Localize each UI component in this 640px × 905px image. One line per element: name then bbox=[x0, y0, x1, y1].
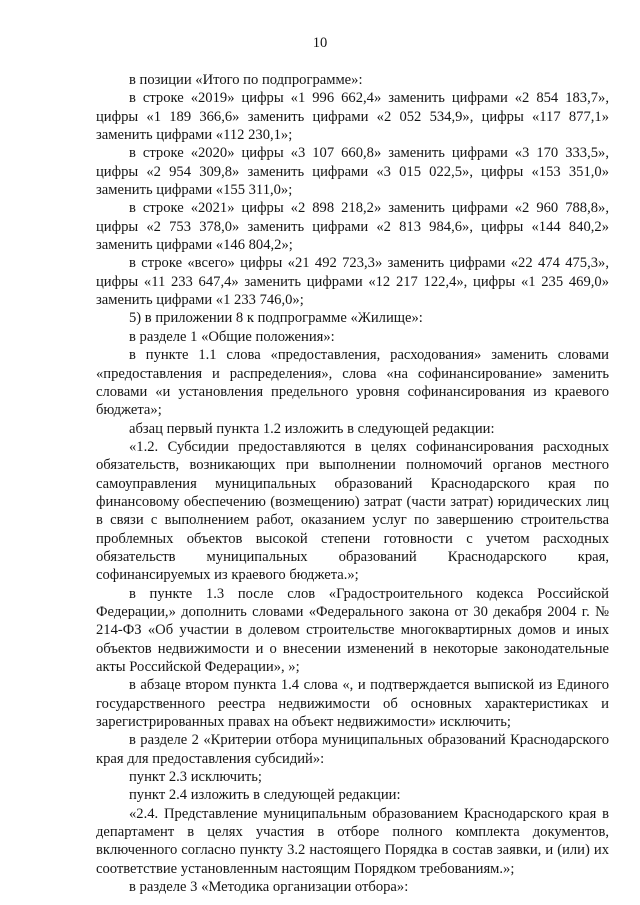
paragraph-section-1-heading: в разделе 1 «Общие положения»: bbox=[129, 328, 335, 345]
paragraph-clause-1-3: в пункте 1.3 после слов «Градостроительного кодекса Российской Федерации,» дополнить словами «Федерального закона от 30 декабря 2004 г. № 214-ФЗ «Об участии в долевом строительстве многоквартирных домов и иных объектов недвижимости и о внесении изменений в некоторые законодательные акты Российской Федерации», »; bbox=[96, 585, 609, 675]
paragraph-clause-1-1: в пункте 1.1 слова «предоставления, расходования» заменить словами «предоставления и распределения», слова «на софинансирование» заменить словами «и установления предельного уровня софинансирования из краевого бюджета»; bbox=[96, 347, 609, 419]
paragraph-item-5-appendix-8: 5) в приложении 8 к подпрограмме «Жилище»: bbox=[129, 310, 423, 327]
paragraph-section-3-heading: в разделе 3 «Методика организации отбора»: bbox=[129, 879, 409, 896]
paragraph-clause-2-3: пункт 2.3 исключить; bbox=[129, 769, 262, 786]
paragraph-row-total: в строке «всего» цифры «21 492 723,3» заменить цифрами «22 474 475,3», цифры «11 233 647,4» заменить цифрами «12 217 122,4», цифры «1 235 469,0» заменить цифрами «1 233 746,0»; bbox=[96, 255, 609, 309]
paragraph-clause-2-4-intro: пункт 2.4 изложить в следующей редакции: bbox=[129, 787, 401, 804]
paragraph-row-2021: в строке «2021» цифры «2 898 218,2» заменить цифрами «2 960 788,8», цифры «2 753 378,0» заменить цифрами «2 813 984,6», цифры «144 840,2» заменить цифрами «146 804,2»; bbox=[96, 200, 609, 254]
paragraph-clause-1-2-intro: абзац первый пункта 1.2 изложить в следующей редакции: bbox=[129, 420, 495, 437]
paragraph-itogo-heading: в позиции «Итого по подпрограмме»: bbox=[129, 72, 363, 88]
document-body bbox=[96, 71, 609, 896]
paragraph-row-2019: в строке «2019» цифры «1 996 662,4» заменить цифрами «2 854 183,7», цифры «1 189 366,6» заменить цифрами «2 052 534,9», цифры «117 877,1» заменить цифрами «112 230,1»; bbox=[96, 90, 609, 144]
paragraph-clause-1-4: в абзаце втором пункта 1.4 слова «, и подтверждается выпиской из Единого государственного реестра недвижимости об основных характеристиках и зарегистрированных правах на объект недвижимости» исключить; bbox=[96, 677, 609, 731]
paragraph-clause-1-2-text: «1.2. Субсидии предоставляются в целях софинансирования расходных обязательств, возникающих при выполнении полномочий органов местного самоуправления муниципальных образований Краснодарского края по финансовому обеспечению (возмещению) затрат (части затрат) юридических лиц в связи с выполнением работ, оказанием услуг по завершению строительства проблемных объектов высокой степени готовности с учетом расходных обязательств муниципальных образований Краснодарского края, софинансируемых из краевого бюджета.»; bbox=[96, 438, 609, 584]
paragraph-clause-2-4-text: «2.4. Представление муниципальным образованием Краснодарского края в департамент в целях участия в отборе полного комплекта документов, включенного согласно пункту 3.2 настоящего Порядка в состав заявки, и (или) их соответствие установленным настоящим Порядком требованиям.»; bbox=[96, 805, 609, 877]
paragraph-section-2-heading: в разделе 2 «Критерии отбора муниципальных образований Краснодарского края для предоставления субсидий»: bbox=[96, 732, 609, 767]
paragraph-row-2020: в строке «2020» цифры «3 107 660,8» заменить цифрами «3 170 333,5», цифры «2 954 309,8» заменить цифрами «3 015 022,5», цифры «153 351,0» заменить цифрами «155 311,0»; bbox=[96, 145, 609, 199]
page-number: 10 bbox=[312, 35, 328, 51]
